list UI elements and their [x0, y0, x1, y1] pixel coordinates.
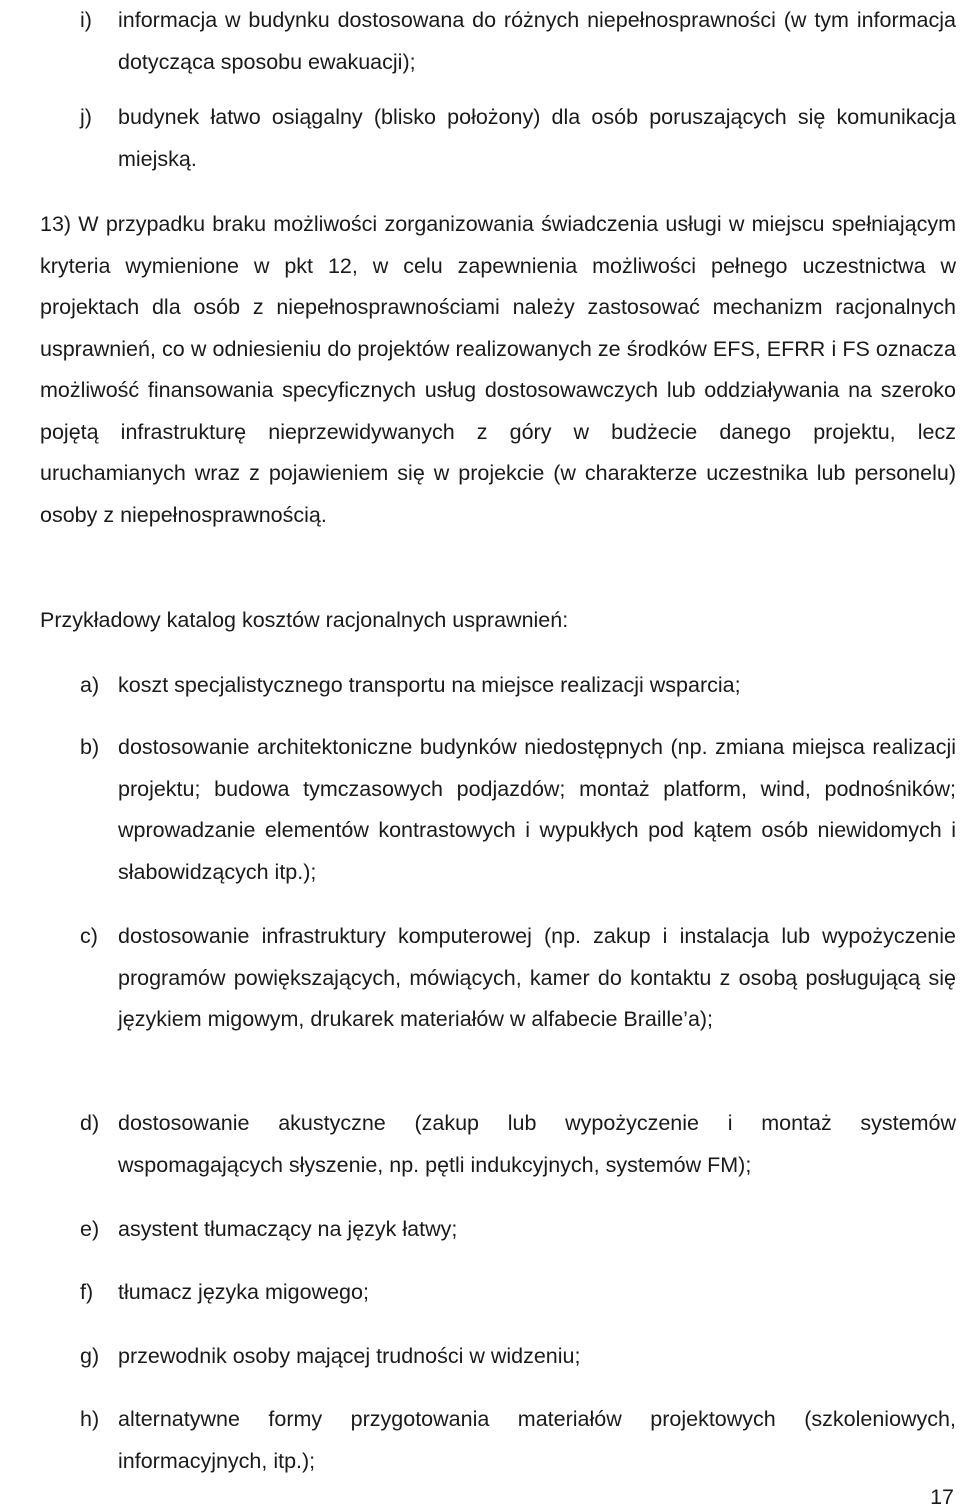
catalog-item-f — [80, 1272, 956, 1314]
list-item-text: dostosowanie akustyczne (zakup lub wypożyczenie i montaż systemów wspomagających słyszenie, np. pętli indukcyjnych, systemów FM); — [118, 1111, 956, 1177]
catalog-item-g — [80, 1336, 956, 1378]
catalog-item-d — [80, 1103, 956, 1186]
catalog-item-e — [80, 1209, 956, 1251]
list-item-text: koszt specjalistycznego transportu na miejsce realizacji wsparcia; — [118, 673, 741, 697]
list-item-text: informacja w budynku dostosowana do różnych niepełnosprawności (w tym informacja dotycząca sposobu ewakuacji); — [118, 8, 956, 74]
catalog-item-h — [80, 1399, 956, 1482]
list-item-label: d) — [80, 1111, 100, 1135]
list-item-label: c) — [80, 924, 98, 948]
list-item-label: e) — [80, 1217, 100, 1241]
list-item-label: a) — [80, 673, 100, 697]
list-item-text: budynek łatwo osiągalny (blisko położony) dla osób poruszających się komunikacja miejską. — [118, 105, 956, 171]
list-item-text: przewodnik osoby mającej trudności w widzeniu; — [118, 1344, 581, 1368]
list-item-label: f) — [80, 1280, 94, 1304]
catalog-item-c — [80, 916, 956, 1041]
catalog-item-a — [80, 665, 956, 707]
paragraph-13: 13) W przypadku braku możliwości zorganizowania świadczenia usługi w miejscu spełniającym kryteria wymienione w pkt 12, w celu zapewnienia możliwości pełnego uczestnictwa w projektach dla osób z niepełnosprawnościami należy zastosować mechanizm racjonalnych usprawnień, co w odniesieniu do projektów realizowanych ze środków EFS, EFRR i FS oznacza możliwość finansowania specyficznych usług dostosowawczych lub oddziaływania na szeroko pojętą infrastrukturę nieprzewidywanych z góry w budżecie danego projektu, lecz uruchamianych wraz z pojawieniem się w projekcie (w charakterze uczestnika lub personelu) osoby z niepełnosprawnością. — [40, 212, 956, 527]
list-item-label: j) — [80, 105, 92, 129]
list-item-label: g) — [80, 1344, 100, 1368]
catalog-heading: Przykładowy katalog kosztów racjonalnych usprawnień: — [40, 608, 569, 632]
list-item-i — [80, 0, 956, 83]
list-item-label: h) — [80, 1407, 100, 1431]
list-item-text: dostosowanie infrastruktury komputerowej (np. zakup i instalacja lub wypożyczenie programów powiększających, mówiących, kamer do kontaktu z osobą posługującą się językiem migowym, drukarek materiałów w alfabecie Braille’a); — [118, 924, 956, 1031]
list-item-text: asystent tłumaczący na język łatwy; — [118, 1217, 458, 1241]
list-item-text: dostosowanie architektoniczne budynków niedostępnych (np. zmiana miejsca realizacji projektu; budowa tymczasowych podjazdów; montaż platform, wind, podnośników; wprowadzanie elementów kontrastowych i wypukłych pod kątem osób niewidomych i słabowidzących itp.); — [118, 735, 956, 884]
catalog-item-b — [80, 727, 956, 893]
page-number: 17 — [930, 1485, 954, 1509]
list-item-text: alternatywne formy przygotowania materiałów projektowych (szkoleniowych, informacyjnych, itp.); — [118, 1407, 956, 1473]
list-item-j — [80, 97, 956, 180]
list-item-label: i) — [80, 8, 92, 32]
list-item-label: b) — [80, 735, 100, 759]
list-item-text: tłumacz języka migowego; — [118, 1280, 369, 1304]
